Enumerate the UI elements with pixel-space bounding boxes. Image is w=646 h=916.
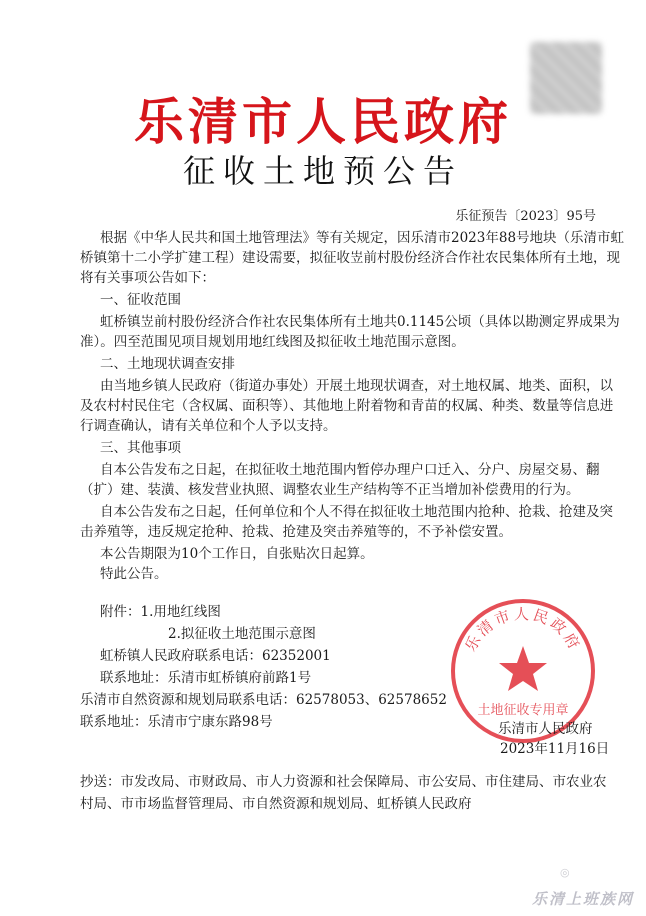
cc-line-2: 村局、市市场监督管理局、市自然资源和规划局、虹桥镇人民政府 [80, 796, 472, 812]
watermark-logo-icon: ◎ [560, 866, 570, 879]
section-1-line-1: 虹桥镇岦前村股份经济合作社农民集体所有土地共0.1145公顷（具体以勘测定界成果为 [100, 314, 620, 330]
contact-address-2 [80, 710, 273, 730]
intro-line-1: 根据《中华人民共和国土地管理法》等有关规定，因乐清市2023年88号地块（乐清市虹 [100, 230, 625, 246]
contact-address-1-label: 联系地址： [100, 670, 168, 686]
contact-address-2-label: 联系地址： [80, 714, 148, 730]
section-2-heading: 二、土地现状调查安排 [100, 356, 235, 372]
section-1-heading: 一、征收范围 [100, 292, 181, 308]
seal-sub-text: 土地征收专用章 [477, 703, 569, 718]
attachment-1: 附件：1.用地红线图 [100, 604, 221, 620]
contact-phone-1-label: 虹桥镇人民政府联系电话： [100, 648, 262, 664]
cc-line-1: 抄送：市发改局、市财政局、市人力资源和社会保障局、市公安局、市住建局、市农业农 [80, 774, 607, 790]
contact-phone-2-label: 乐清市自然资源和规划局联系电话： [80, 692, 296, 708]
section-3-p1-line-2: （扩）建、装潢、核发营业执照、调整农业生产结构等不正当增加补偿费用的行为。 [80, 482, 580, 498]
section-3-p2-line-2: 击养殖等，违反规定抢种、抢栽、抢建及突击养殖等的，不予补偿安置。 [80, 524, 512, 540]
contact-phone-2 [80, 688, 447, 708]
seal-arc-text: 乐清市人民政府 [461, 605, 585, 655]
contact-phone-2-value: 62578053、62578652 [296, 692, 447, 708]
intro-line-3: 将有关事项公告如下： [80, 270, 215, 286]
intro-line-2: 桥镇第十二小学扩建工程）建设需要，拟征收岦前村股份经济合作社农民集体所有土地，现 [80, 250, 620, 266]
watermark: 乐清上班族网 [531, 890, 634, 908]
section-3-p1-line-1: 自本公告发布之日起，在拟征收土地范围内暂停办理户口迁入、分户、房屋交易、翻 [100, 462, 600, 478]
section-3-p2-line-1: 自本公告发布之日起，任何单位和个人不得在拟征收土地范围内抢种、抢栽、抢建及突 [100, 504, 613, 520]
section-3-heading: 三、其他事项 [100, 440, 181, 456]
document-number: 乐征预告〔2023〕95号 [455, 209, 596, 224]
contact-phone-1-value: 62352001 [262, 648, 331, 664]
issuer-heading: 乐清市人民政府 [134, 93, 512, 151]
contact-phone-1 [100, 644, 331, 664]
section-2-line-2: 及农村村民住宅（含权属、面积等）、其他地上附着物和青苗的权属、种类、数量等信息进 [80, 398, 614, 414]
contact-address-1 [100, 666, 311, 686]
section-2-line-1: 由当地乡镇人民政府（街道办事处）开展土地现状调查，对土地权属、地类、面积，以 [100, 378, 613, 394]
contact-address-1-value: 乐清市虹桥镇府前路1号 [167, 670, 312, 686]
attachment-2: 2.拟征收土地范围示意图 [168, 626, 316, 642]
contact-address-2-value: 乐清市宁康东路98号 [147, 714, 273, 730]
notice-period: 本公告期限为10个工作日，自张贴次日起算。 [100, 546, 374, 562]
issuer-signature: 乐清市人民政府 [498, 721, 593, 737]
notice-title: 征收土地预公告 [182, 152, 463, 190]
section-2-line-3: 行调查确认，请有关单位和个人予以支持。 [80, 418, 337, 434]
closing-phrase: 特此公告。 [100, 566, 168, 582]
section-1-line-2: 准）。四至范围见项目规划用地红线图及拟征收土地范围示意图。 [80, 334, 465, 350]
issue-date: 2023年11月16日 [500, 741, 610, 757]
